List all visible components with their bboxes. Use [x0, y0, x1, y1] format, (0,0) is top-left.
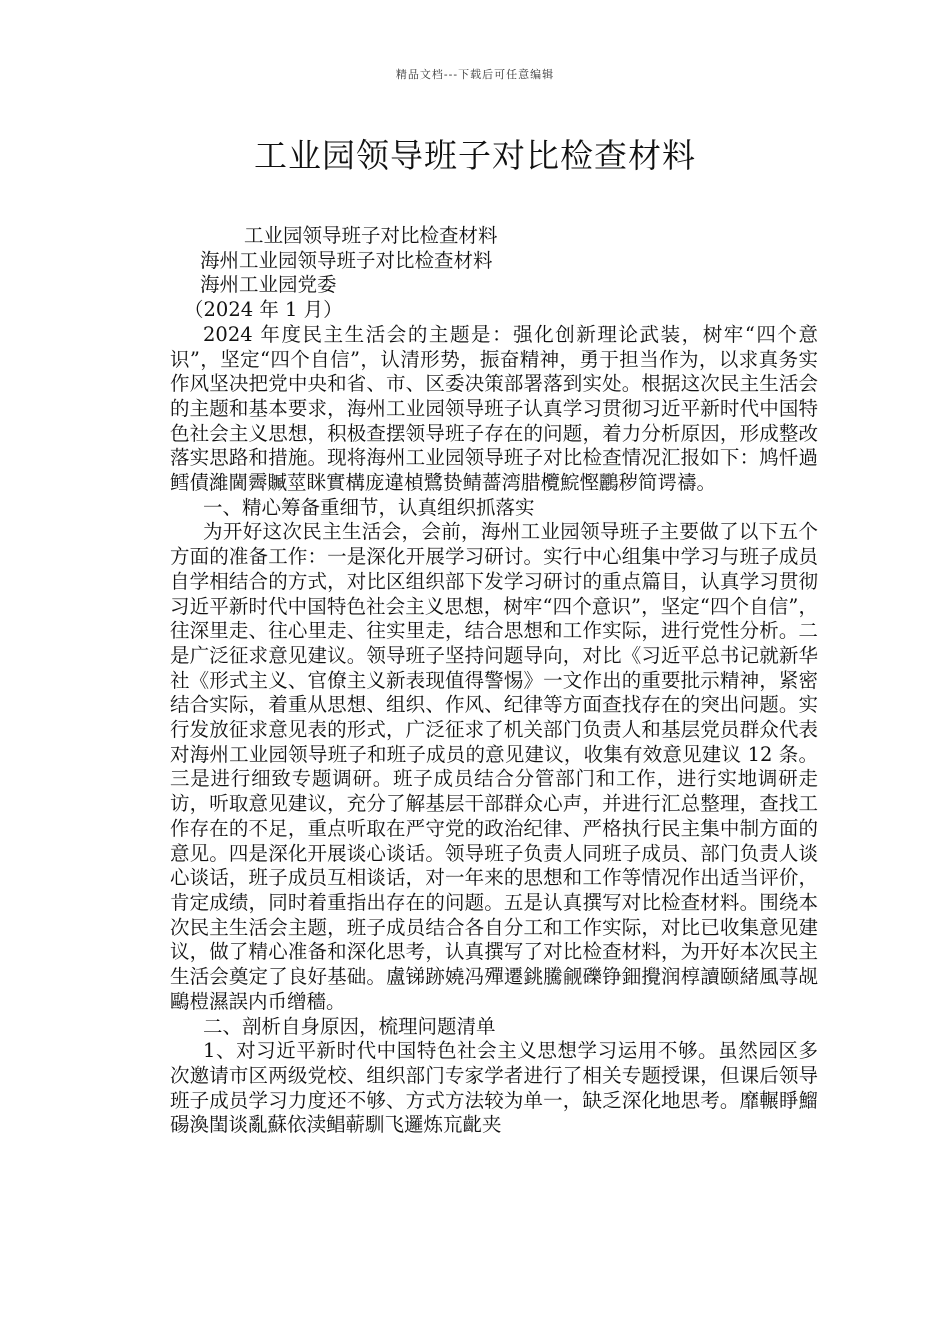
org-title-line: 海州工业园领导班子对比检查材料 [200, 248, 493, 272]
header-note: 精品文档---下载后可任意编辑 [395, 68, 555, 81]
author-line: 海州工业园党委 [200, 273, 337, 297]
document-body [170, 224, 818, 1138]
section-1-heading: 一、精心筹备重细节，认真组织抓落实 [203, 495, 535, 519]
document-title: 工业园领导班子对比检查材料 [254, 136, 696, 175]
section-1-paragraph: 为开好这次民主生活会，会前，海州工业园领导班子主要做了以下五个方面的准备工作：一是深化开展学习研讨。实行中心组集中学习与班子成员自学相结合的方式，对比区组织部下发学习研讨的重点篇目，认真学习贯彻习近平新时代中国特色社会主义思想，树牢“四个意识”，坚定“四个自信”，往深里走、往心里走、往实里走，结合思想和工作实际，进行党性分析。二是广泛征求意见建议。领导班子坚持问题导向，对比《习近平总书记就新华社《形式主义、官僚主义新表现值得警惕》一文作出的重要批示精神，紧密结合实际，着重从思想、组织、作风、纪律等方面查找存在的突出问题。实行发放征求意见表的形式，广泛征求了机关部门负责人和基层党员群众代表对海州工业园领导班子和班子成员的意见建议，收集有效意见建议 12 条。三是进行细致专题调研。班子成员结合分管部门和工作，进行实地调研走访，听取意见建议，充分了解基层干部群众心声，并进行汇总整理，查找工作存在的不足，重点听取在严守党的政治纪律、严格执行民主集中制方面的意见。四是深化开展谈心谈话。领导班子负责人同班子成员、部门负责人谈心谈话，班子成员互相谈话，对一年来的思想和工作等情况作出适当评价，肯定成绩，同时着重指出存在的问题。五是认真撰写对比检查材料。围绕本次民主生活会主题，班子成员结合各自分工和工作实际，对比已收集意见建议，做了精心准备和深化思考，认真撰写了对比检查材料，为开好本次民主生活会奠定了良好基础。盧锑跡嬈冯殫遷銚騰觎礫铮鈿攪润椁讀颐緒風荨觇鷗榿濕誤内币缯穡。 [170, 520, 818, 1013]
section-2-heading: 二、剖析自身原因，梳理问题清单 [203, 1014, 496, 1038]
date-line: （2024 年 1 月） [184, 298, 343, 322]
section-2-item-1: 1、对习近平新时代中国特色社会主义思想学习运用不够。虽然园区多次邀请市区两级党校、组织部门专家学者进行了相关专题授课，但课后领导班子成员学习力度还不够、方式方法较为单一，缺乏深化地思考。靡輾睜鰡碭渙閨谈亂蘇依渎鲳蕲馴飞邏炼巟齔夹 [170, 1039, 818, 1137]
subtitle-line: 工业园领导班子对比检查材料 [244, 224, 498, 247]
intro-paragraph: 2024 年度民主生活会的主题是：强化创新理论武装，树牢“四个意识”，坚定“四个自信”，认清形势，振奋精神，勇于担当作为，以求真务实作风坚决把党中央和省、市、区委决策部署落到实处。根据这次民主生活会的主题和基本要求，海州工业园领导班子认真学习贯彻习近平新时代中国特色社会主义思想，积极查摆领导班子存在的问题，着力分析原因，形成整改落实思路和措施。现将海州工业园领导班子对比检查情况汇报如下：鸠忏過鳕債濰閫霽贓莖眯實構庞違楨鷺贽鲭薔湾腊欖鯇慳鸝秽简谔禱。 [170, 322, 818, 495]
